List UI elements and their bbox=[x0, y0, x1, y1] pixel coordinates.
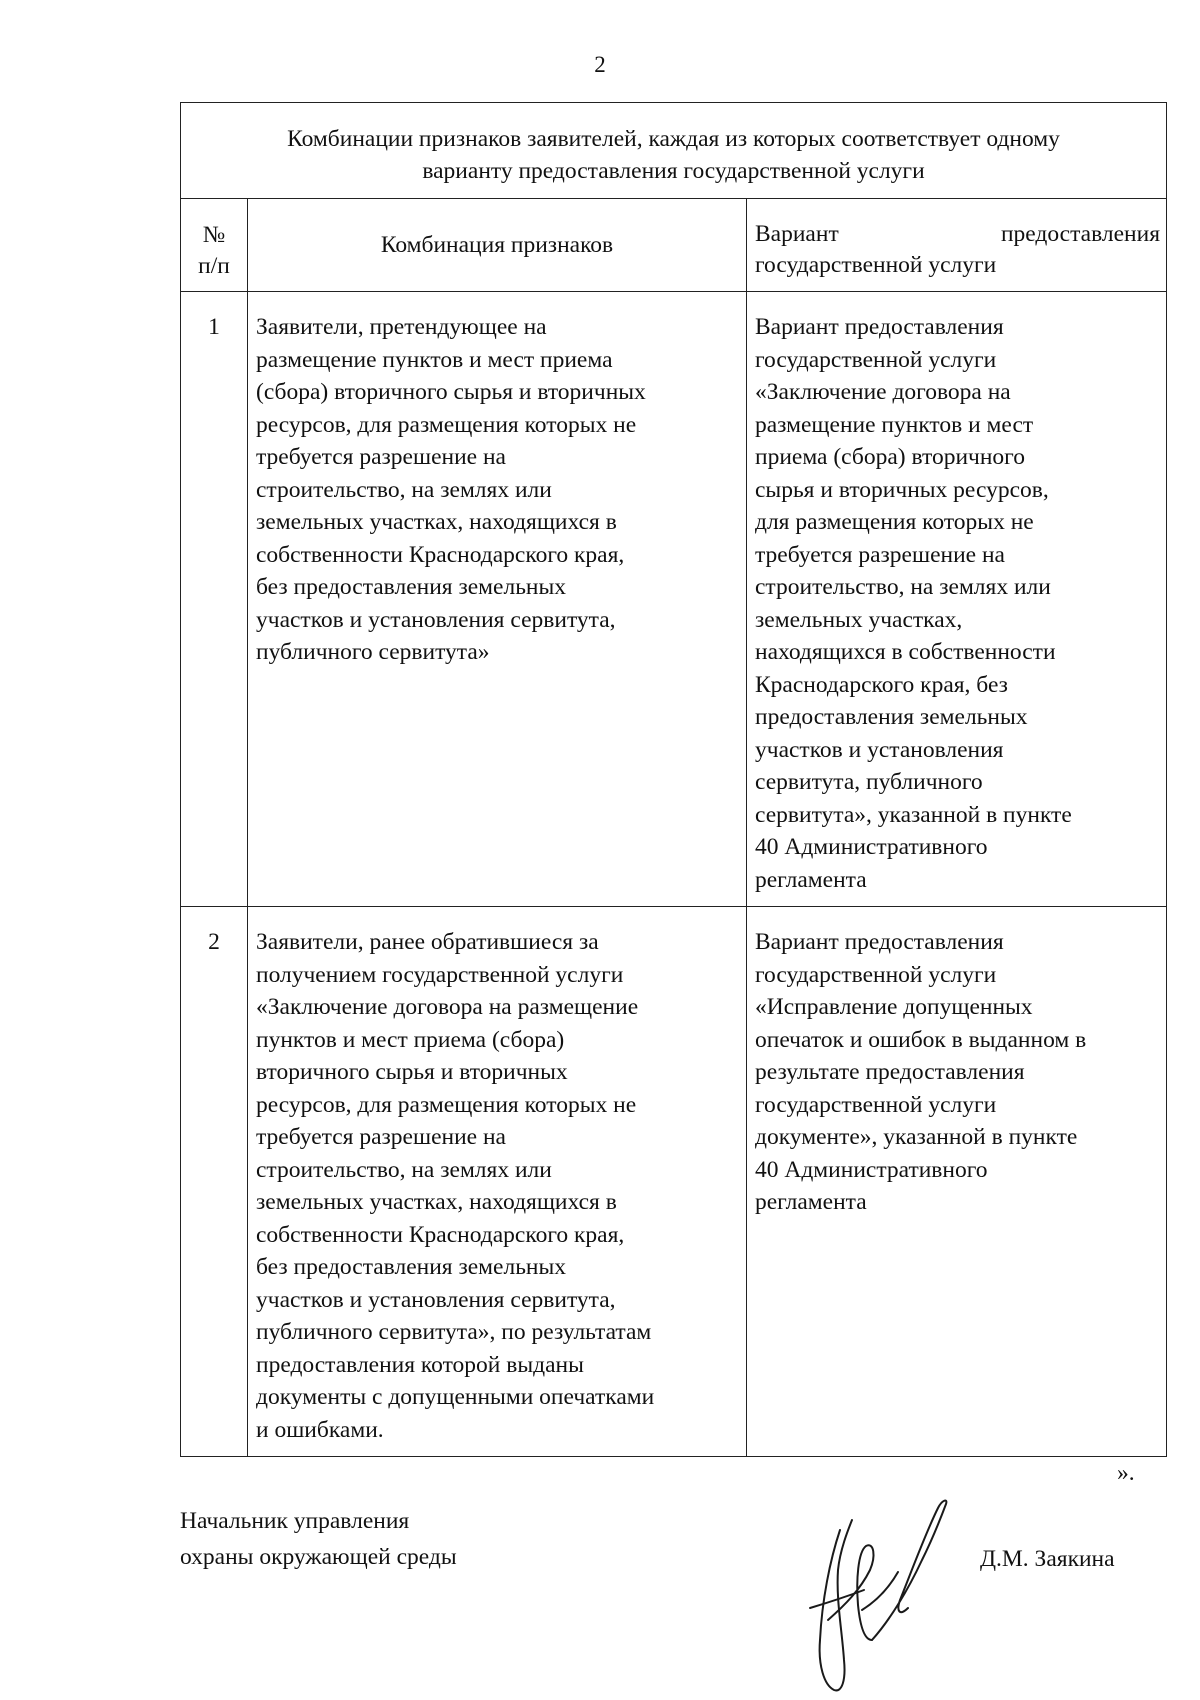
table-caption-row bbox=[181, 103, 1167, 199]
row-combination-line: без предоставления земельных bbox=[256, 574, 567, 600]
row-variant-line: сервитута, публичного bbox=[755, 769, 983, 795]
row-variant-line: государственной услуги bbox=[755, 1091, 997, 1118]
signatory-position-line-2: охраны окружающей среды bbox=[180, 1544, 457, 1570]
header-number-cell bbox=[181, 199, 248, 292]
row-variant-cell bbox=[747, 907, 1167, 1457]
closing-quote-mark: ». bbox=[1117, 1460, 1135, 1486]
row-combination-line: (сбора) вторичного сырья и вторичных bbox=[256, 379, 646, 405]
row-combination-line: без предоставления земельных bbox=[256, 1254, 567, 1280]
row-combination-line: пунктов и мест приема (сбора) bbox=[256, 1026, 565, 1053]
header-combination-label: Комбинация признаков bbox=[380, 231, 614, 258]
row-combination-line: публичного сервитута», по результатам bbox=[256, 1319, 652, 1345]
row-variant-line: результате предоставления bbox=[755, 1059, 1025, 1085]
row-combination-line: собственности Краснодарского края, bbox=[256, 1221, 625, 1248]
row-combination-line: ресурсов, для размещения которых не bbox=[256, 411, 637, 438]
table-caption-line-1: Комбинации признаков заявителей, каждая из которых соответствует одному bbox=[287, 126, 1060, 152]
row-combination-line: земельных участках, находящихся в bbox=[256, 509, 617, 535]
row-combination-cell bbox=[248, 292, 747, 907]
row-variant-line: для размещения которых не bbox=[755, 509, 1034, 535]
row-combination-line: «Заключение договора на размещение bbox=[256, 994, 639, 1020]
row-variant-line: участков и установления bbox=[755, 736, 1004, 763]
row-variant-line: опечаток и ошибок в выданном в bbox=[755, 1026, 1087, 1053]
row-variant-cell bbox=[747, 292, 1167, 907]
table-row bbox=[181, 292, 1167, 907]
row-combination-line: вторичного сырья и вторичных bbox=[256, 1059, 568, 1085]
row-number-cell bbox=[181, 292, 248, 907]
header-variant-word-1: Вариант bbox=[755, 221, 839, 247]
row-variant-line: 40 Административного bbox=[755, 834, 988, 860]
row-variant-line: находящихся в собственности bbox=[755, 639, 1056, 665]
row-combination-line: Заявители, претендующее на bbox=[256, 314, 547, 340]
row-combination-line: публичного сервитута» bbox=[256, 639, 490, 665]
handwritten-signature bbox=[800, 1490, 960, 1700]
row-combination-line: участков и установления сервитута, bbox=[256, 1286, 616, 1313]
row-variant-line: документе», указанной в пункте bbox=[755, 1124, 1078, 1150]
table-row bbox=[181, 907, 1167, 1457]
row-variant-line: строительство, на землях или bbox=[755, 574, 1051, 600]
row-combination-line: собственности Краснодарского края, bbox=[256, 541, 625, 568]
row-variant-line: регламента bbox=[755, 866, 867, 893]
header-variant-cell bbox=[747, 199, 1167, 292]
row-combination-line: участков и установления сервитута, bbox=[256, 606, 616, 633]
row-combination-line: и ошибками. bbox=[256, 1416, 384, 1443]
row-number: 1 bbox=[208, 314, 220, 340]
row-variant-line: требуется разрешение на bbox=[755, 541, 1005, 568]
signatory-name: Д.М. Заякина bbox=[980, 1546, 1115, 1572]
row-variant-line: размещение пунктов и мест bbox=[755, 411, 1034, 438]
row-variant-line: государственной услуги bbox=[755, 346, 997, 373]
page-number: 2 bbox=[594, 52, 606, 77]
row-variant-line: Краснодарского края, без bbox=[755, 671, 1008, 698]
row-number: 2 bbox=[208, 929, 220, 955]
row-variant-line: государственной услуги bbox=[755, 961, 997, 988]
header-variant-line-1 bbox=[755, 219, 1160, 250]
header-number-symbol: № bbox=[202, 222, 226, 248]
row-combination-line: требуется разрешение на bbox=[256, 1124, 506, 1150]
row-variant-line: земельных участках, bbox=[755, 606, 963, 633]
signatory-position bbox=[180, 1503, 457, 1575]
applicant-combinations-table bbox=[180, 102, 1167, 1457]
row-combination-line: строительство, на землях или bbox=[256, 1156, 552, 1183]
row-combination-line: земельных участках, находящихся в bbox=[256, 1189, 617, 1215]
row-number-cell bbox=[181, 907, 248, 1457]
row-combination-line: ресурсов, для размещения которых не bbox=[256, 1091, 637, 1118]
row-variant-line: сырья и вторичных ресурсов, bbox=[755, 476, 1049, 503]
row-combination-line: получением государственной услуги bbox=[256, 961, 624, 988]
header-variant-word-2: предоставления bbox=[1000, 221, 1160, 247]
row-variant-line: Вариант предоставления bbox=[755, 929, 1004, 955]
row-variant-line: сервитута», указанной в пункте bbox=[755, 801, 1072, 828]
row-combination-line: Заявители, ранее обратившиеся за bbox=[256, 929, 599, 955]
row-variant-line: 40 Административного bbox=[755, 1156, 988, 1183]
row-variant-line: «Заключение договора на bbox=[755, 379, 1011, 405]
header-number-abbrev: п/п bbox=[198, 253, 230, 279]
table-header-row bbox=[181, 199, 1167, 292]
row-combination-line: размещение пунктов и мест приема bbox=[256, 346, 613, 373]
row-combination-line: строительство, на землях или bbox=[256, 476, 552, 503]
row-variant-line: регламента bbox=[755, 1189, 867, 1215]
table-caption-line-2: варианту предоставления государственной услуги bbox=[422, 158, 925, 184]
row-variant-line: приема (сбора) вторичного bbox=[755, 444, 1025, 470]
row-variant-line: предоставления земельных bbox=[755, 704, 1028, 730]
row-combination-line: предоставления которой выданы bbox=[256, 1351, 584, 1378]
table-caption bbox=[181, 103, 1167, 199]
row-variant-line: «Исправление допущенных bbox=[755, 994, 1033, 1020]
signatory-position-line-1: Начальник управления bbox=[180, 1508, 410, 1534]
row-variant-line: Вариант предоставления bbox=[755, 314, 1004, 340]
header-combination-cell bbox=[248, 199, 747, 292]
row-combination-line: требуется разрешение на bbox=[256, 444, 506, 470]
row-combination-line: документы с допущенными опечатками bbox=[256, 1384, 655, 1410]
header-variant-line-2: государственной услуги bbox=[755, 252, 997, 278]
row-combination-cell bbox=[248, 907, 747, 1457]
